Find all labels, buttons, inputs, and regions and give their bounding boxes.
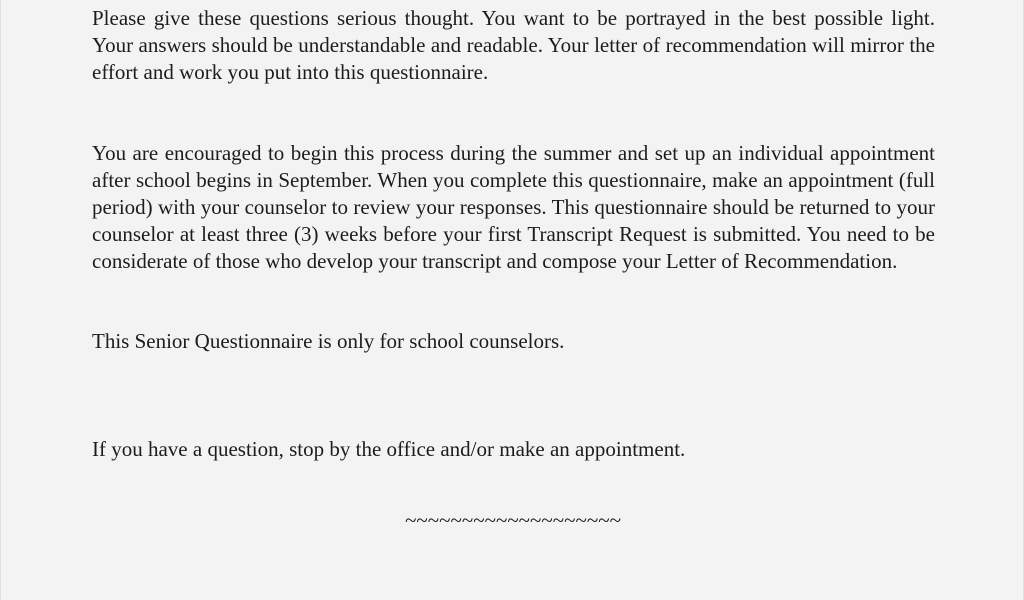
paragraph-process: You are encouraged to begin this process during the summer and set up an individual appointment after school begins in September. When you complete this questionnaire, make an appointment (full period) with your counselor to review your responses. This questionnaire should be returned to your counselor at least three (3) weeks before your first Transcript Request is submitted. You need to be considerate of those who develop your transcript and compose your Letter of Recommendation. xyxy=(92,141,935,273)
paragraph-intro: Please give these questions serious thought. You want to be portrayed in the best possible light. Your answers should be understandable and readable. Your letter of recommendation will mirror the effort and work you put into this questionnaire. xyxy=(92,6,935,84)
tilde-divider: ~~~~~~~~~~~~~~~~~~~ xyxy=(405,508,621,532)
paragraph-counselors-only: This Senior Questionnaire is only for school counselors. xyxy=(92,329,565,353)
paragraph-contact: If you have a question, stop by the office and/or make an appointment. xyxy=(92,437,686,461)
